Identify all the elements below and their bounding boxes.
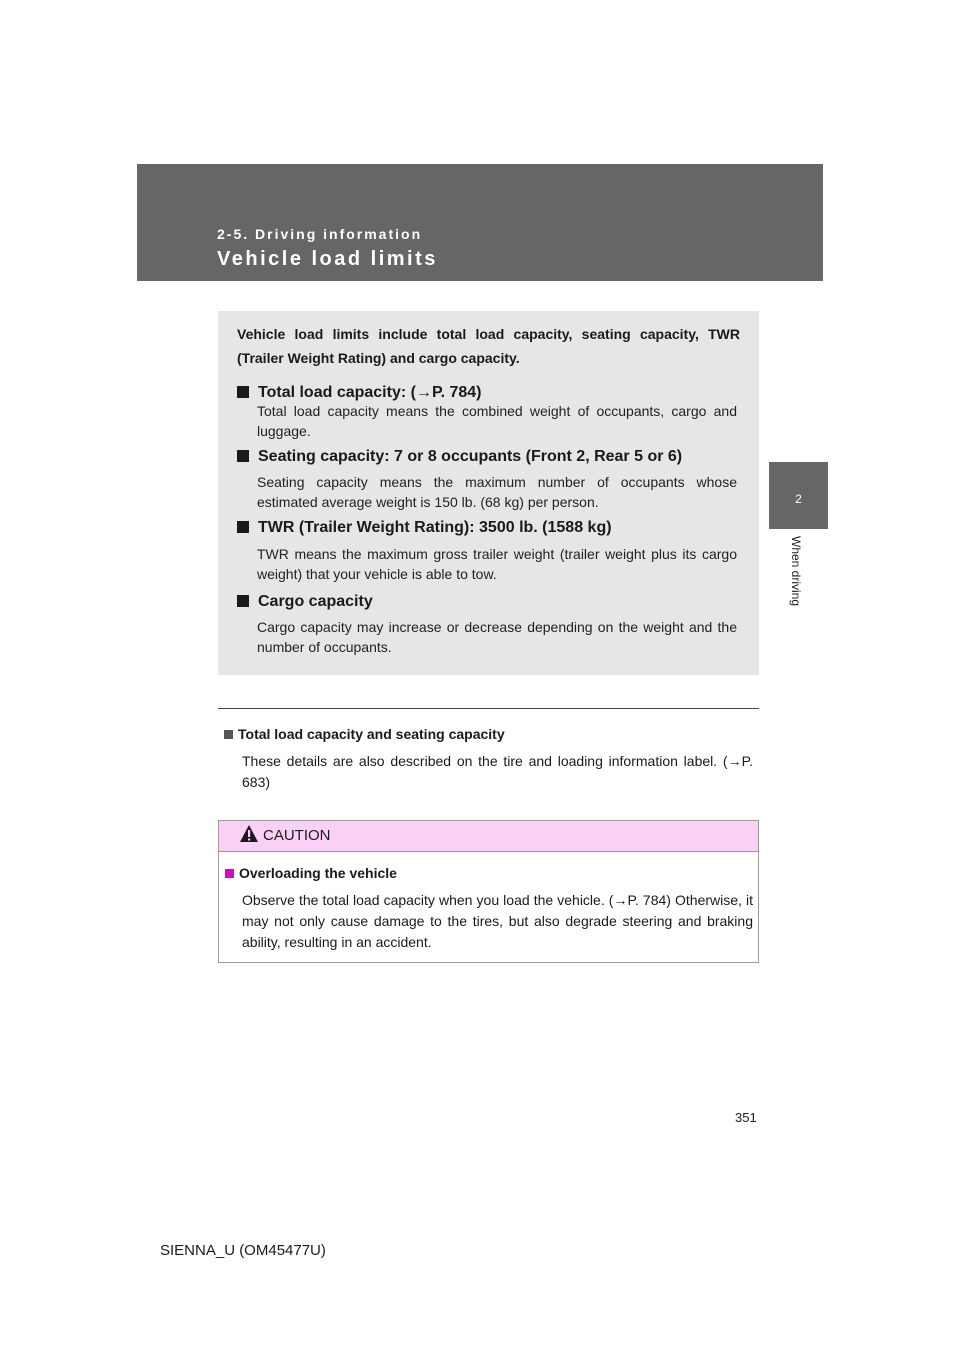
summary-item-body: TWR means the maximum gross trailer weight (trailer weight plus its cargo weight) that your vehicle is able to tow. [257, 546, 737, 582]
caution-box [218, 820, 759, 963]
bullet-square-icon [225, 869, 234, 878]
bullet-square-icon [224, 730, 233, 739]
summary-item-body: Seating capacity means the maximum number of occupants whose estimated average weight is 150 lb. (68 kg) per person. [257, 474, 737, 510]
caution-label: CAUTION [263, 827, 331, 844]
bullet-square-icon [237, 450, 249, 462]
summary-item-heading: Cargo capacity [237, 593, 373, 611]
summary-item-heading: TWR (Trailer Weight Rating): 3500 lb. (1588 kg) [237, 519, 612, 537]
summary-item-heading: Seating capacity: 7 or 8 occupants (Front 2, Rear 5 or 6) [237, 448, 682, 466]
summary-item-body: Cargo capacity may increase or decrease depending on the weight and the number of occupants. [257, 619, 737, 655]
chapter-number: 2 [795, 492, 802, 506]
note-body: These details are also described on the tire and loading information label. (→P. 683) [242, 753, 753, 790]
page-title: Vehicle load limits [217, 248, 438, 270]
bullet-square-icon [237, 595, 249, 607]
document-id: SIENNA_U (OM45477U) [160, 1242, 326, 1259]
page-header [137, 164, 823, 281]
summary-item-heading: Total load capacity: (→P. 784) [237, 384, 481, 402]
caution-body: Observe the total load capacity when you load the vehicle. (→P. 784) Otherwise, it may not only cause damage to the tires, but also degrade steering and braking ability, resulting in an accident. [242, 892, 753, 950]
note-heading: Total load capacity and seating capacity [224, 726, 505, 742]
chapter-tab[interactable] [769, 462, 828, 529]
section-label: 2-5. Driving information [217, 226, 423, 242]
bullet-square-icon [237, 386, 249, 398]
chapter-label: When driving [789, 536, 803, 607]
summary-intro: Vehicle load limits include total load capacity, seating capacity, TWR (Trailer Weight Rating) and cargo capacity. [237, 326, 740, 366]
page-number: 351 [735, 1110, 757, 1125]
bullet-square-icon [237, 521, 249, 533]
warning-triangle-icon [239, 824, 259, 844]
caution-header [219, 821, 758, 852]
caution-heading: Overloading the vehicle [225, 865, 397, 881]
summary-box [218, 311, 759, 675]
section-divider [218, 708, 759, 709]
summary-item-body: Total load capacity means the combined weight of occupants, cargo and luggage. [257, 403, 737, 439]
